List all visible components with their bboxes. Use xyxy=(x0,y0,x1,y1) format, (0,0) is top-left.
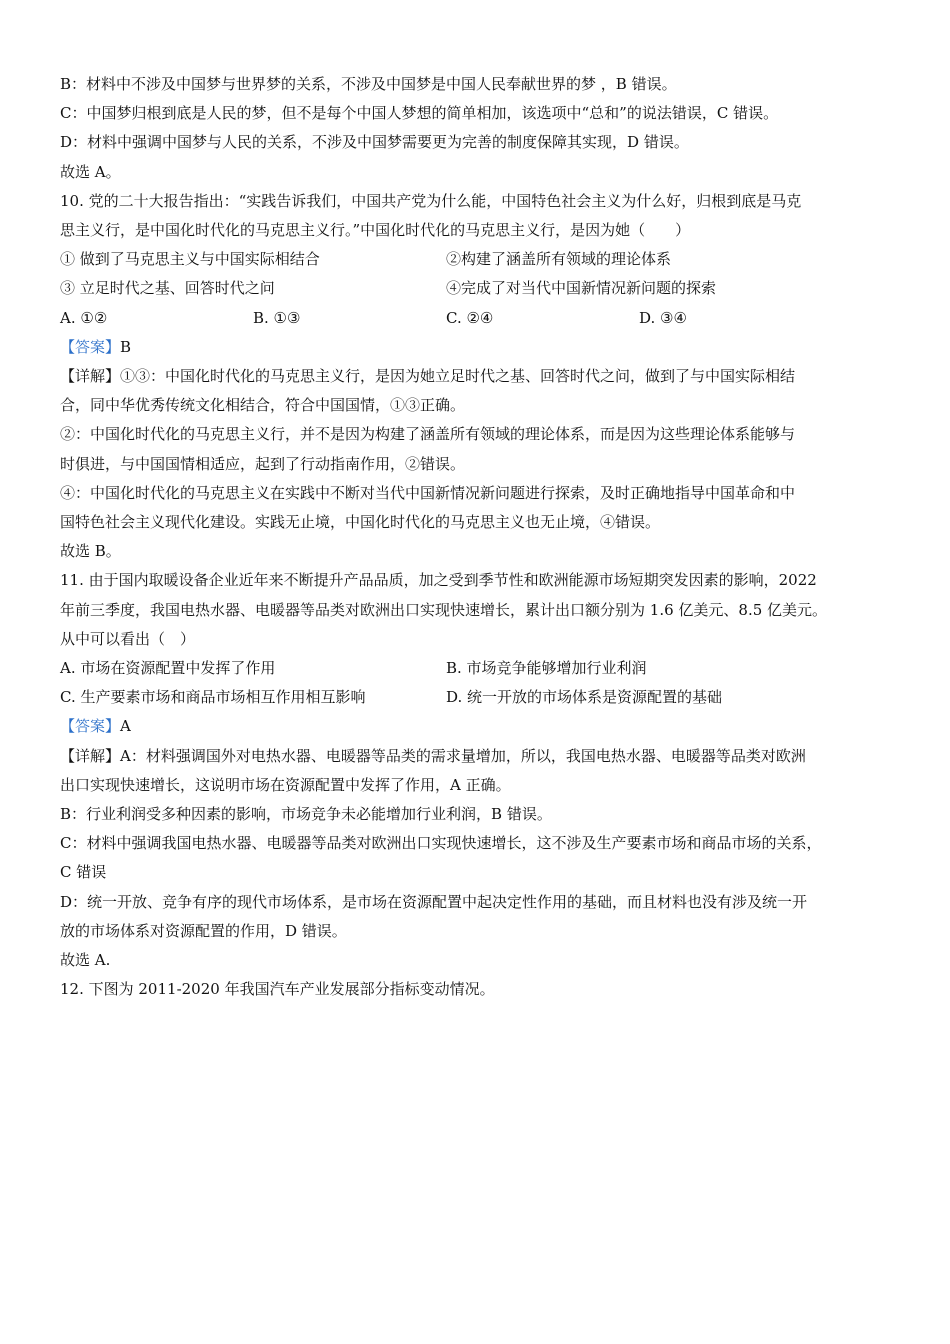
question-10 xyxy=(60,187,910,567)
answer-line xyxy=(60,333,910,362)
option-b: B. 市场竞争能够增加行业利润 xyxy=(446,659,647,678)
question-stem-line: 年前三季度，我国电热水器、电暖器等品类对欧洲出口实现快速增长，累计出口额分别为 1.6 亿美元、8.5 亿美元。 xyxy=(60,600,828,619)
conclusion-line: 故选 A。 xyxy=(60,162,121,181)
conclusion-line: 故选 B。 xyxy=(60,542,121,561)
question-stem-line: 11. 由于国内取暖设备企业近年来不断提升产品品质，加之受到季节性和欧洲能源市场短期突发因素的影响，2022 xyxy=(60,571,817,590)
explanation-line xyxy=(60,362,910,391)
option-c: C. ②④ xyxy=(446,308,494,327)
answer-tag: 【答案】 xyxy=(60,717,121,736)
statement-1: ① 做到了马克思主义与中国实际相结合 xyxy=(60,250,320,269)
explanation-text: ①③：中国化时代化的马克思主义行，是因为她立足时代之基、回答时代之问，做到了与中国实际相结 xyxy=(120,367,796,386)
option-a: A. 市场在资源配置中发挥了作用 xyxy=(60,659,276,678)
answer-value: A xyxy=(120,717,131,736)
explanation-line: 合，同中华优秀传统文化相结合，符合中国国情，①③正确。 xyxy=(60,396,466,415)
detail-tag: 【详解】 xyxy=(60,746,121,765)
explanation-line: ②：中国化时代化的马克思主义行，并不是因为构建了涵盖所有领域的理论体系，而是因为这些理论体系能够与 xyxy=(60,425,796,444)
statement-2: ②构建了涵盖所有领域的理论体系 xyxy=(446,250,672,269)
explanation-line: C：材料中强调我国电热水器、电暖器等品类对欧洲出口实现快速增长，这不涉及生产要素市场和商品市场的关系， xyxy=(60,834,822,853)
explanation-line: 时俱进，与中国国情相适应，起到了行动指南作用，②错误。 xyxy=(60,454,466,473)
conclusion-line: 故选 A. xyxy=(60,951,111,970)
question-12 xyxy=(60,975,910,1004)
answer-line xyxy=(60,712,910,741)
explanation-line: ④：中国化时代化的马克思主义在实践中不断对当代中国新情况新问题进行探索，及时正确地指导中国革命和中 xyxy=(60,483,796,502)
option-b: B. ①③ xyxy=(253,308,301,327)
explanation-line: C 错误 xyxy=(60,863,107,882)
explanation-line: C：中国梦归根到底是人民的梦，但不是每个中国人梦想的简单相加，该选项中“总和”的说法错误，C 错误。 xyxy=(60,104,779,123)
explanation-text: A：材料强调国外对电热水器、电暖器等品类的需求量增加，所以，我国电热水器、电暖器等品类对欧洲 xyxy=(120,746,806,765)
explanation-line: D：统一开放、竞争有序的现代市场体系，是市场在资源配置中起决定性作用的基础，而且材料也没有涉及统一开 xyxy=(60,892,808,911)
document-page xyxy=(60,70,910,1005)
explanation-line: 放的市场体系对资源配置的作用，D 错误。 xyxy=(60,921,347,940)
options-row xyxy=(60,304,910,333)
statement-3: ③ 立足时代之基、回答时代之问 xyxy=(60,279,275,298)
explanation-line: B：材料中不涉及中国梦与世界梦的关系，不涉及中国梦是中国人民奉献世界的梦 ，B 错误。 xyxy=(60,75,677,93)
detail-tag: 【详解】 xyxy=(60,367,121,386)
question-stem-line: 10. 党的二十大报告指出：“实践告诉我们，中国共产党为什么能，中国特色社会主义为什么好，归根到底是马克 xyxy=(60,191,802,210)
answer-tag: 【答案】 xyxy=(60,337,121,356)
explanation-line: D：材料中强调中国梦与人民的关系，不涉及中国梦需要更为完善的制度保障其实现，D 错误。 xyxy=(60,133,689,152)
option-d: D. 统一开放的市场体系是资源配置的基础 xyxy=(446,688,723,707)
explanation-line xyxy=(60,742,910,771)
explanation-line: 国特色社会主义现代化建设。实践无止境，中国化时代化的马克思主义也无止境，④错误。 xyxy=(60,513,661,532)
options-row xyxy=(60,654,910,683)
question-11 xyxy=(60,566,910,975)
question-stem-line: 思主义行，是中国化时代化的马克思主义行。”中国化时代化的马克思主义行，是因为她（ ） xyxy=(60,221,691,240)
explanation-line: B：行业利润受多种因素的影响，市场竞争未必能增加行业利润，B 错误。 xyxy=(60,805,552,824)
statement-row xyxy=(60,245,910,274)
question-stem-line: 12. 下图为 2011-2020 年我国汽车产业发展部分指标变动情况。 xyxy=(60,980,495,999)
explanation-line: 出口实现快速增长，这说明市场在资源配置中发挥了作用，A 正确。 xyxy=(60,775,511,794)
question-stem-line: 从中可以看出（ ） xyxy=(60,629,196,648)
answer-value: B xyxy=(120,337,132,356)
options-row xyxy=(60,683,910,712)
option-c: C. 生产要素市场和商品市场相互作用相互影响 xyxy=(60,688,366,707)
statement-4: ④完成了对当代中国新情况新问题的探索 xyxy=(446,279,717,298)
option-a: A. ①② xyxy=(60,308,108,327)
previous-question-explanation xyxy=(60,70,910,187)
statement-row xyxy=(60,274,910,303)
option-d: D. ③④ xyxy=(639,308,687,327)
